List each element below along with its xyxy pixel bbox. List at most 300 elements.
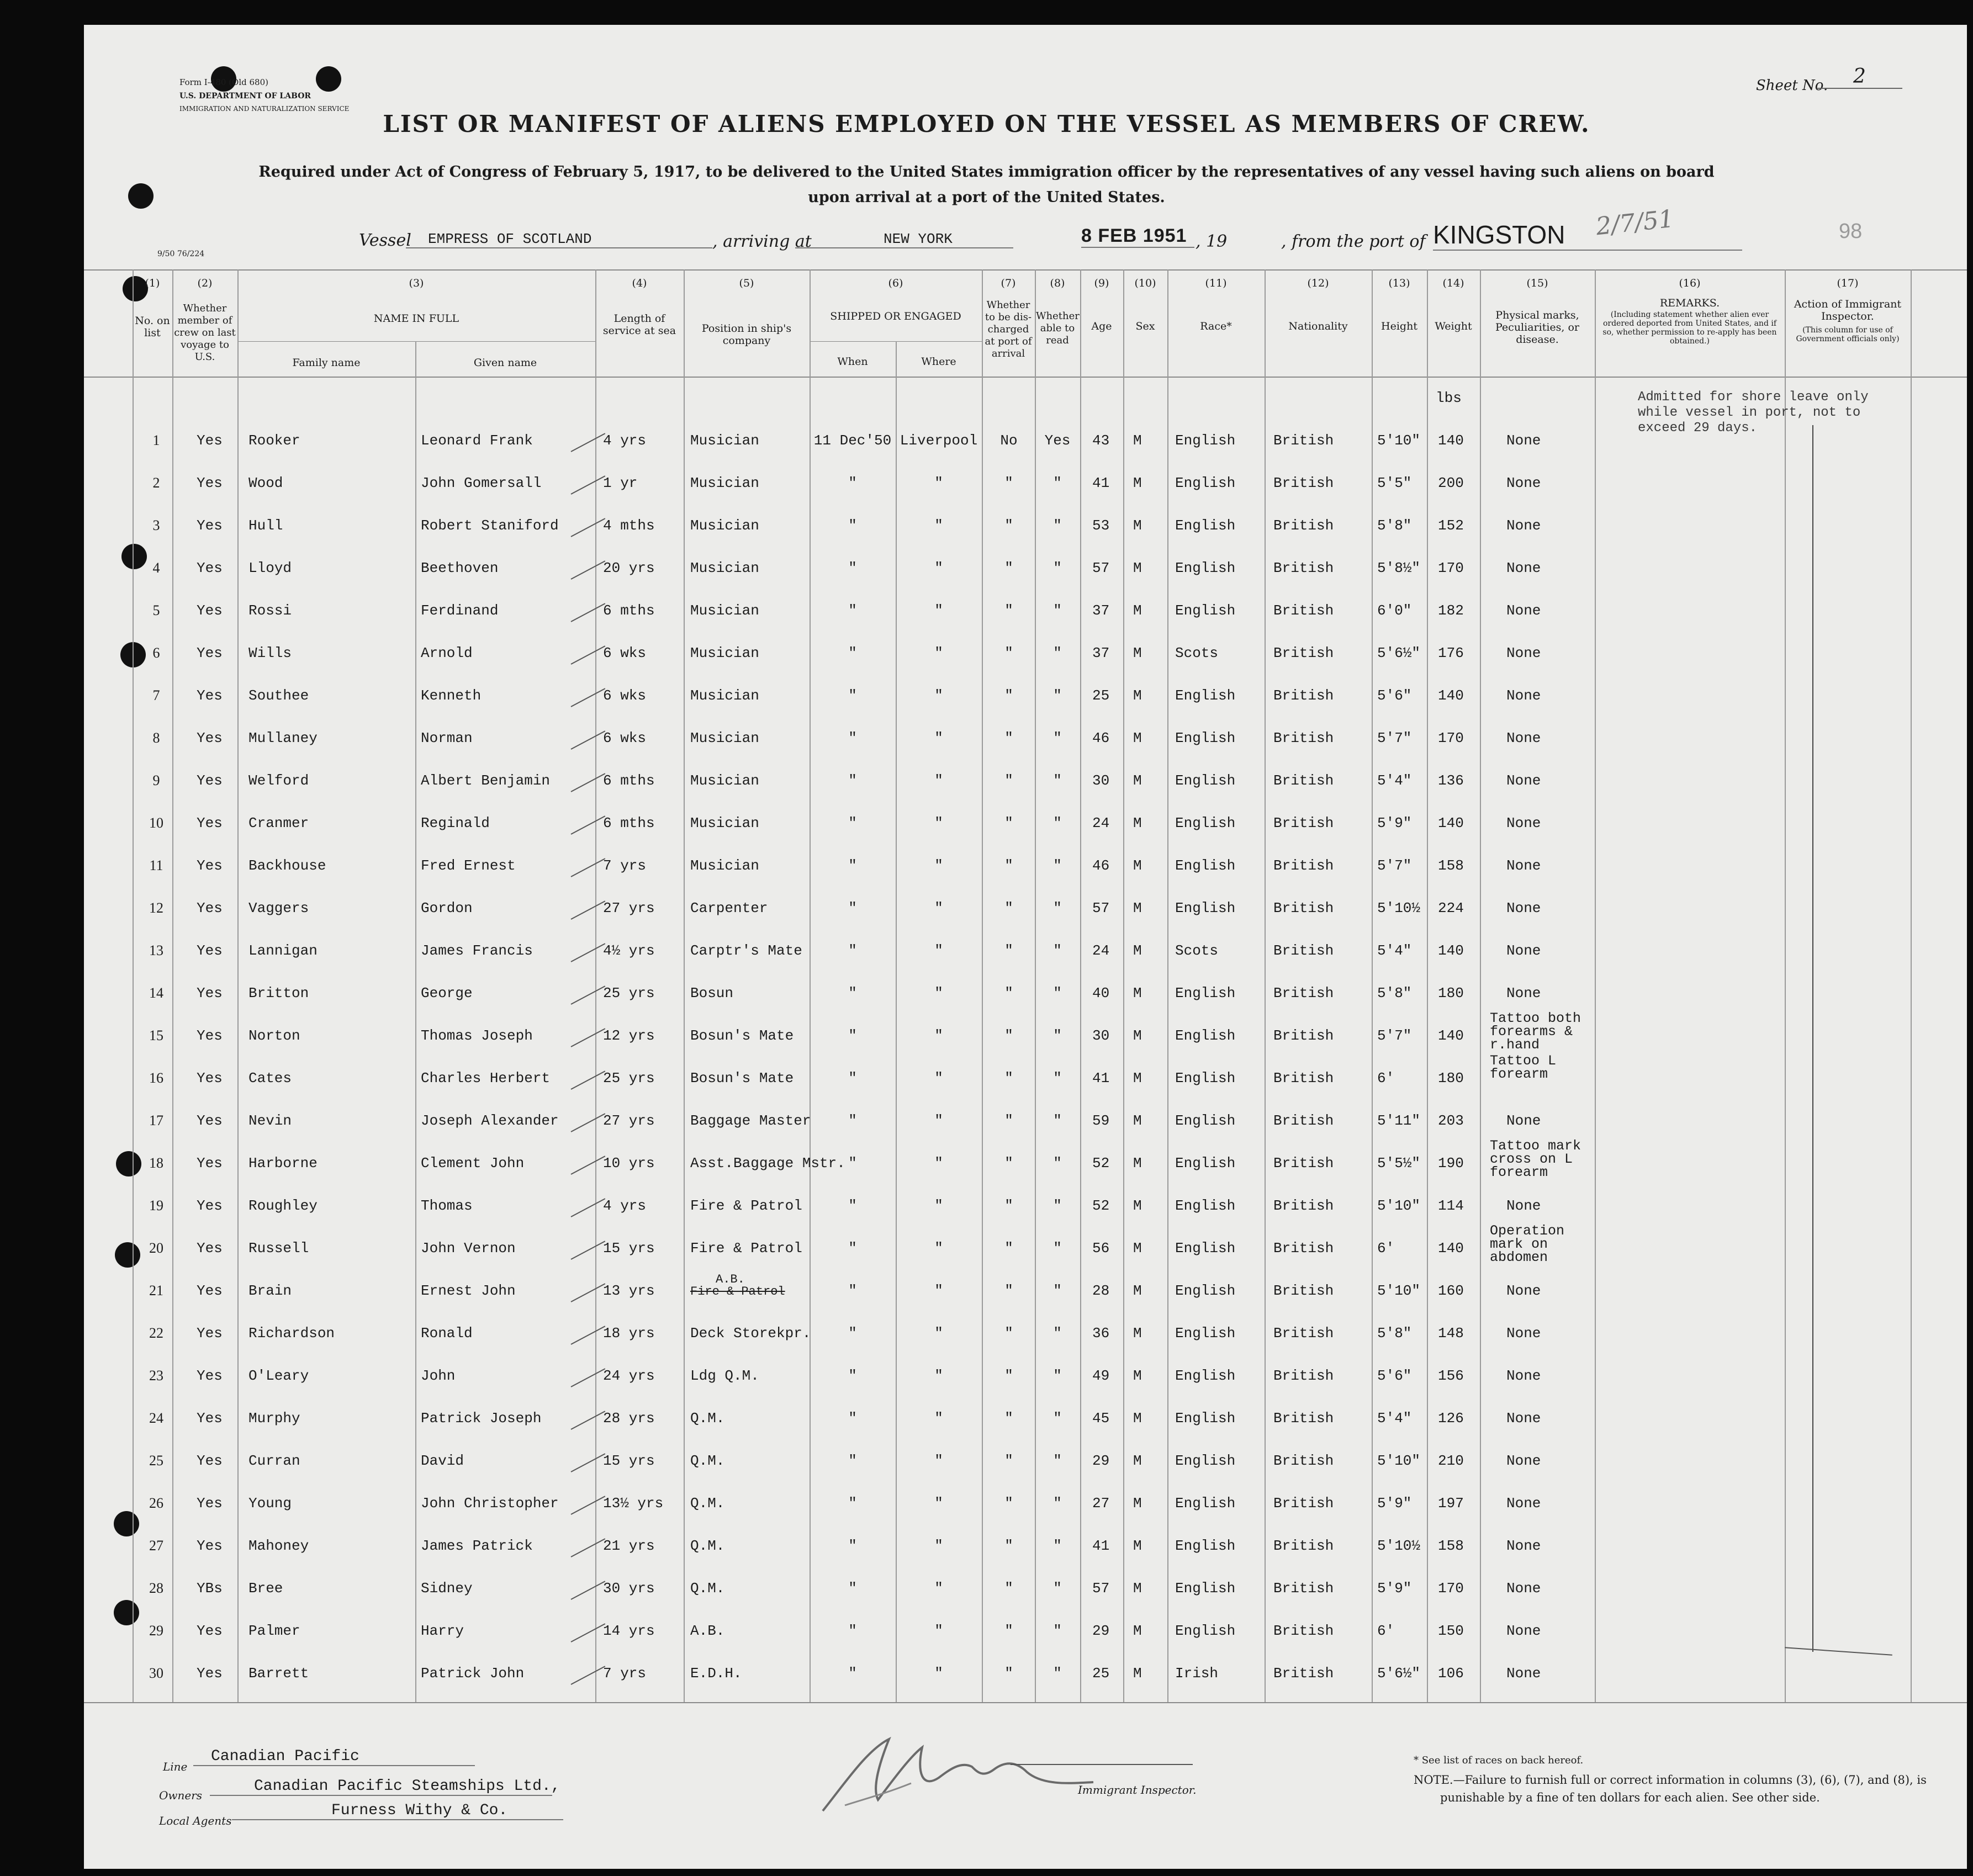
discharged: " xyxy=(1004,645,1013,661)
owners-value: Canadian Pacific Steamships Ltd., xyxy=(210,1778,552,1796)
arrival-port: NEW YORK xyxy=(795,231,1013,248)
shipped-where: " xyxy=(934,1368,943,1384)
physical-marks: None xyxy=(1506,857,1541,874)
race: English xyxy=(1175,772,1236,789)
discharged: " xyxy=(1004,1410,1013,1427)
row-member: Yes xyxy=(197,1453,223,1469)
col-head-position: Position in ship's company xyxy=(701,322,792,347)
height: 5'8" xyxy=(1377,985,1412,1001)
position: Musician xyxy=(690,730,759,746)
corner-number: 98 xyxy=(1839,220,1863,243)
age: 25 xyxy=(1092,687,1110,704)
given-name: James Patrick xyxy=(421,1538,533,1554)
given-name: Sidney xyxy=(421,1580,473,1597)
age: 36 xyxy=(1092,1325,1110,1342)
age: 28 xyxy=(1092,1283,1110,1299)
sex: M xyxy=(1133,772,1142,789)
row-number: 10 xyxy=(149,815,163,831)
shipped-where: " xyxy=(934,1197,943,1214)
shipped-when: " xyxy=(848,602,857,619)
age: 27 xyxy=(1092,1495,1110,1512)
race: English xyxy=(1175,1538,1236,1554)
family-name: Southee xyxy=(248,687,309,704)
service-length: 6 mths xyxy=(603,815,655,831)
age: 30 xyxy=(1092,772,1110,789)
able-to-read: " xyxy=(1053,1665,1062,1682)
service-length: 7 yrs xyxy=(603,857,647,874)
given-name: John Gomersall xyxy=(421,475,542,491)
position: Musician xyxy=(690,517,759,534)
discharged: " xyxy=(1004,1538,1013,1554)
shipped-when: " xyxy=(848,1240,857,1257)
able-to-read: " xyxy=(1053,1283,1062,1299)
family-name: Brain xyxy=(248,1283,292,1299)
service-length: 28 yrs xyxy=(603,1410,655,1427)
discharged: No xyxy=(1000,432,1018,449)
shipped-where: " xyxy=(934,1027,943,1044)
age: 37 xyxy=(1092,645,1110,661)
shipped-when: " xyxy=(848,1453,857,1469)
height: 5'10" xyxy=(1377,432,1421,449)
col-head-sex: Sex xyxy=(1135,320,1155,332)
sex: M xyxy=(1133,1070,1142,1087)
row-member: Yes xyxy=(197,602,223,619)
able-to-read: " xyxy=(1053,475,1062,491)
row-member: Yes xyxy=(197,560,223,576)
shipped-when: " xyxy=(848,772,857,789)
family-name: Mahoney xyxy=(248,1538,309,1554)
height: 5'10½ xyxy=(1377,900,1421,916)
col-num: (12) xyxy=(1307,277,1329,289)
family-name: Bree xyxy=(248,1580,283,1597)
able-to-read: " xyxy=(1053,985,1062,1001)
position: Musician xyxy=(690,560,759,576)
family-name: Britton xyxy=(248,985,309,1001)
height: 5'9" xyxy=(1377,1495,1412,1512)
race: English xyxy=(1175,730,1236,746)
col-head-remarks: REMARKS. xyxy=(1659,297,1720,309)
given-name: Kenneth xyxy=(421,687,482,704)
physical-marks: None xyxy=(1506,942,1541,959)
header-bottom-rule xyxy=(84,377,1967,378)
shipped-where: " xyxy=(934,985,943,1001)
height: 5'8" xyxy=(1377,517,1412,534)
row-number: 13 xyxy=(149,942,163,958)
row-number: 23 xyxy=(149,1368,163,1384)
height: 5'5" xyxy=(1377,475,1412,491)
physical-marks: None xyxy=(1506,645,1541,661)
given-name: Arnold xyxy=(421,645,473,661)
handwritten-date: 2/7/51 xyxy=(1594,204,1675,241)
able-to-read: " xyxy=(1053,1155,1062,1172)
service-length: 6 wks xyxy=(603,687,647,704)
row-member: Yes xyxy=(197,1283,223,1299)
shipped-where: " xyxy=(934,1155,943,1172)
race: English xyxy=(1175,1283,1236,1299)
service-length: 25 yrs xyxy=(603,1070,655,1087)
service-length: 1 yr xyxy=(603,475,638,491)
shipped-when: " xyxy=(848,1410,857,1427)
sex: M xyxy=(1133,1665,1142,1682)
race: English xyxy=(1175,815,1236,831)
weight: 114 xyxy=(1438,1197,1464,1214)
race: English xyxy=(1175,1070,1236,1087)
discharged: " xyxy=(1004,602,1013,619)
form-code: 9/50 76/224 xyxy=(157,250,205,258)
sex: M xyxy=(1133,1155,1142,1172)
col-head-given: Given name xyxy=(473,357,537,369)
sex: M xyxy=(1133,1495,1142,1512)
row-number: 14 xyxy=(149,985,163,1001)
nationality: British xyxy=(1273,432,1334,449)
service-length: 6 wks xyxy=(603,730,647,746)
shipped-when: " xyxy=(848,1665,857,1682)
service-length: 24 yrs xyxy=(603,1368,655,1384)
col-num: (7) xyxy=(1001,277,1016,289)
height: 5'9" xyxy=(1377,815,1412,831)
service-length: 10 yrs xyxy=(603,1155,655,1172)
row-member: Yes xyxy=(197,1155,223,1172)
service-length: 13 yrs xyxy=(603,1283,655,1299)
race: Irish xyxy=(1175,1665,1219,1682)
owners-label: Owners xyxy=(159,1789,203,1802)
col-num: (3) xyxy=(409,277,424,289)
position: Q.M. xyxy=(690,1580,725,1597)
shipped-when: " xyxy=(848,1495,857,1512)
service-length: 14 yrs xyxy=(603,1623,655,1639)
shipped-where: " xyxy=(934,517,943,534)
col-head-height: Height xyxy=(1381,320,1417,332)
row-member: Yes xyxy=(197,1410,223,1427)
shipped-when: " xyxy=(848,475,857,491)
position: Bosun xyxy=(690,985,734,1001)
nationality: British xyxy=(1273,475,1334,491)
able-to-read: " xyxy=(1053,900,1062,916)
vessel-label: Vessel xyxy=(359,231,411,250)
family-name: Nevin xyxy=(248,1112,292,1129)
shipped-where: " xyxy=(934,1495,943,1512)
race: Scots xyxy=(1175,942,1219,959)
nationality: British xyxy=(1273,1495,1334,1512)
race: English xyxy=(1175,517,1236,534)
family-name: Harborne xyxy=(248,1155,318,1172)
family-name: Wood xyxy=(248,475,283,491)
family-name: Cates xyxy=(248,1070,292,1087)
able-to-read: " xyxy=(1053,1325,1062,1342)
service-length: 15 yrs xyxy=(603,1240,655,1257)
col-rule xyxy=(1480,269,1481,1702)
row-member: Yes xyxy=(197,475,223,491)
position: Fire & Patrol xyxy=(690,1240,802,1257)
col-num: (1) xyxy=(145,277,160,289)
col-num: (5) xyxy=(739,277,754,289)
position: Musician xyxy=(690,432,759,449)
shipped-when: " xyxy=(848,645,857,661)
col-note-action: (This column for use of Government officials only) xyxy=(1796,326,1900,343)
punch-hole xyxy=(114,1600,139,1625)
col-num: (10) xyxy=(1134,277,1156,289)
race: English xyxy=(1175,1410,1236,1427)
nationality: British xyxy=(1273,1325,1334,1342)
nationality: British xyxy=(1273,560,1334,576)
shipped-where: " xyxy=(934,857,943,874)
nationality: British xyxy=(1273,1197,1334,1214)
height: 5'6" xyxy=(1377,1368,1412,1384)
age: 24 xyxy=(1092,815,1110,831)
weight: 140 xyxy=(1438,1240,1464,1257)
age: 37 xyxy=(1092,602,1110,619)
physical-marks: None xyxy=(1506,815,1541,831)
family-name: Barrett xyxy=(248,1665,309,1682)
nationality: British xyxy=(1273,645,1334,661)
family-name: Russell xyxy=(248,1240,309,1257)
height: 5'4" xyxy=(1377,1410,1412,1427)
given-name: John Christopher xyxy=(421,1495,559,1512)
discharged: " xyxy=(1004,857,1013,874)
race: English xyxy=(1175,1580,1236,1597)
nationality: British xyxy=(1273,1240,1334,1257)
physical-marks: None xyxy=(1506,602,1541,619)
discharged: " xyxy=(1004,1623,1013,1639)
shipped-when: " xyxy=(848,1580,857,1597)
height: 5'8½" xyxy=(1377,560,1421,576)
weight: 152 xyxy=(1438,517,1464,534)
age: 57 xyxy=(1092,900,1110,916)
family-name: Young xyxy=(248,1495,292,1512)
col-num: (2) xyxy=(197,277,213,289)
service-length: 30 yrs xyxy=(603,1580,655,1597)
weight: 160 xyxy=(1438,1283,1464,1299)
race: English xyxy=(1175,1623,1236,1639)
col-rule xyxy=(1595,269,1596,1702)
given-name: Ernest John xyxy=(421,1283,516,1299)
age: 30 xyxy=(1092,1027,1110,1044)
row-number: 2 xyxy=(152,475,160,491)
race: English xyxy=(1175,1368,1236,1384)
weight: 203 xyxy=(1438,1112,1464,1129)
physical-marks: None xyxy=(1506,1665,1541,1682)
col-head-member: Whether member of crew on last voyage to U.S. xyxy=(174,303,236,363)
physical-marks: None xyxy=(1506,900,1541,916)
service-length: 4½ yrs xyxy=(603,942,655,959)
col-head-race: Race* xyxy=(1200,320,1232,332)
given-name: Leonard Frank xyxy=(421,432,533,449)
col-num: (15) xyxy=(1526,277,1548,289)
page-title: LIST OR MANIFEST OF ALIENS EMPLOYED ON THE VESSEL AS MEMBERS OF CREW. xyxy=(383,110,1590,137)
service-length: 18 yrs xyxy=(603,1325,655,1342)
department: U.S. DEPARTMENT OF LABOR xyxy=(179,92,311,100)
race: English xyxy=(1175,900,1236,916)
position: Q.M. xyxy=(690,1495,725,1512)
nationality: British xyxy=(1273,1410,1334,1427)
height: 5'10" xyxy=(1377,1283,1421,1299)
height: 5'6½" xyxy=(1377,645,1421,661)
year-label: , 19 xyxy=(1196,232,1228,251)
col-num: (9) xyxy=(1094,277,1109,289)
physical-marks: None xyxy=(1506,1495,1541,1512)
races-note: * See list of races on back hereof. xyxy=(1414,1755,1584,1766)
age: 45 xyxy=(1092,1410,1110,1427)
col-head-action: Action of Immigrant Inspector. xyxy=(1794,298,1902,322)
agents-value: Furness Withy & Co. xyxy=(232,1802,563,1820)
able-to-read: Yes xyxy=(1044,432,1071,449)
discharged: " xyxy=(1004,1283,1013,1299)
race: English xyxy=(1175,475,1236,491)
row-member: Yes xyxy=(197,985,223,1001)
family-name: Lloyd xyxy=(248,560,292,576)
shipped-where: " xyxy=(934,942,943,959)
service-length: 4 yrs xyxy=(603,432,647,449)
position: A.B. xyxy=(716,1273,745,1286)
row-member: Yes xyxy=(197,900,223,916)
race: English xyxy=(1175,432,1236,449)
able-to-read: " xyxy=(1053,1197,1062,1214)
given-name: Beethoven xyxy=(421,560,499,576)
row-number: 25 xyxy=(149,1453,163,1469)
penalty-note-2: punishable by a fine of ten dollars for each alien. See other side. xyxy=(1440,1791,1820,1804)
name-subhead-rule xyxy=(237,341,595,342)
nationality: British xyxy=(1273,1070,1334,1087)
physical-marks: Operation mark on abdomen xyxy=(1490,1223,1565,1265)
age: 57 xyxy=(1092,560,1110,576)
weight: 170 xyxy=(1438,1580,1464,1597)
family-name: Richardson xyxy=(248,1325,335,1342)
discharged: " xyxy=(1004,1665,1013,1682)
row-member: Yes xyxy=(197,1665,223,1682)
line-label: Line xyxy=(163,1760,188,1773)
sex: M xyxy=(1133,1580,1142,1597)
family-name: O'Leary xyxy=(248,1368,309,1384)
shipped-when: " xyxy=(848,560,857,576)
race: English xyxy=(1175,1240,1236,1257)
weight: 106 xyxy=(1438,1665,1464,1682)
col-num: (4) xyxy=(632,277,647,289)
shipped-where: " xyxy=(934,687,943,704)
row-number: 26 xyxy=(149,1495,163,1511)
shipped-where: " xyxy=(934,900,943,916)
nationality: British xyxy=(1273,900,1334,916)
sex: M xyxy=(1133,602,1142,619)
sex: M xyxy=(1133,1112,1142,1129)
discharged: " xyxy=(1004,1368,1013,1384)
physical-marks: None xyxy=(1506,1325,1541,1342)
row-member: Yes xyxy=(197,1495,223,1512)
row-number: 22 xyxy=(149,1325,163,1341)
form-number: Form I-480 (Old 680) xyxy=(179,77,268,87)
age: 41 xyxy=(1092,1070,1110,1087)
race: English xyxy=(1175,985,1236,1001)
height: 5'6" xyxy=(1377,687,1412,704)
nationality: British xyxy=(1273,1453,1334,1469)
discharged: " xyxy=(1004,475,1013,491)
row-number: 20 xyxy=(149,1240,163,1256)
discharged: " xyxy=(1004,687,1013,704)
discharged: " xyxy=(1004,1197,1013,1214)
age: 29 xyxy=(1092,1623,1110,1639)
shipped-when: " xyxy=(848,900,857,916)
shipped-when: " xyxy=(848,1112,857,1129)
sex: M xyxy=(1133,1368,1142,1384)
punch-hole xyxy=(316,66,341,92)
given-name: Harry xyxy=(421,1623,464,1639)
age: 52 xyxy=(1092,1155,1110,1172)
shipped-when: " xyxy=(848,985,857,1001)
discharged: " xyxy=(1004,1580,1013,1597)
height: 5'11" xyxy=(1377,1112,1421,1129)
weight: 148 xyxy=(1438,1325,1464,1342)
able-to-read: " xyxy=(1053,645,1062,661)
given-name: Joseph Alexander xyxy=(421,1112,559,1129)
race: Scots xyxy=(1175,645,1219,661)
col-head-discharged: Whether to be dis-charged at port of arrival xyxy=(985,299,1032,359)
shipped-when: " xyxy=(848,730,857,746)
col-rule xyxy=(1427,269,1428,1702)
col-head-age: Age xyxy=(1091,320,1112,332)
weight: 140 xyxy=(1438,815,1464,831)
nationality: British xyxy=(1273,772,1334,789)
sex: M xyxy=(1133,1027,1142,1044)
height: 5'4" xyxy=(1377,942,1412,959)
given-name: Reginald xyxy=(421,815,490,831)
service-length: 6 mths xyxy=(603,602,655,619)
shipped-when: 11 Dec'50 xyxy=(813,432,892,449)
weight: 180 xyxy=(1438,985,1464,1001)
family-name: Rossi xyxy=(248,602,292,619)
able-to-read: " xyxy=(1053,687,1062,704)
nationality: British xyxy=(1273,985,1334,1001)
row-number: 28 xyxy=(149,1580,163,1596)
sex: M xyxy=(1133,900,1142,916)
able-to-read: " xyxy=(1053,1112,1062,1129)
weight: 126 xyxy=(1438,1410,1464,1427)
family-name: Murphy xyxy=(248,1410,300,1427)
given-name: James Francis xyxy=(421,942,533,959)
weight-unit: lbs xyxy=(1436,390,1462,406)
sex: M xyxy=(1133,1453,1142,1469)
discharged: " xyxy=(1004,1325,1013,1342)
nationality: British xyxy=(1273,1368,1334,1384)
position: Bosun's Mate xyxy=(690,1027,794,1044)
given-name: Ronald xyxy=(421,1325,473,1342)
shipped-when: " xyxy=(848,815,857,831)
shipped-when: " xyxy=(848,1368,857,1384)
col-rule xyxy=(982,269,983,1702)
service-length: 6 wks xyxy=(603,645,647,661)
nationality: British xyxy=(1273,517,1334,534)
from-port-label: , from the port of xyxy=(1281,232,1426,251)
height: 5'9" xyxy=(1377,1580,1412,1597)
sex: M xyxy=(1133,1197,1142,1214)
weight: 170 xyxy=(1438,730,1464,746)
form-subtitle: Required under Act of Congress of February 5, 1917, to be delivered to the United States immigration officer by the representatives of any vessel having such aliens on board xyxy=(258,163,1715,181)
nationality: British xyxy=(1273,815,1334,831)
physical-marks: None xyxy=(1506,517,1541,534)
discharged: " xyxy=(1004,1027,1013,1044)
row-member: Yes xyxy=(197,772,223,789)
col-head-shipped: SHIPPED OR ENGAGED xyxy=(830,310,961,322)
position: A.B. xyxy=(690,1623,725,1639)
physical-marks: None xyxy=(1506,1112,1541,1129)
shipped-where: " xyxy=(934,1580,943,1597)
agents-label: Local Agents xyxy=(159,1814,232,1827)
shipped-where: " xyxy=(934,772,943,789)
age: 46 xyxy=(1092,730,1110,746)
col-rule xyxy=(1167,269,1168,1702)
able-to-read: " xyxy=(1053,942,1062,959)
row-number: 19 xyxy=(149,1197,163,1213)
sex: M xyxy=(1133,1623,1142,1639)
age: 24 xyxy=(1092,942,1110,959)
